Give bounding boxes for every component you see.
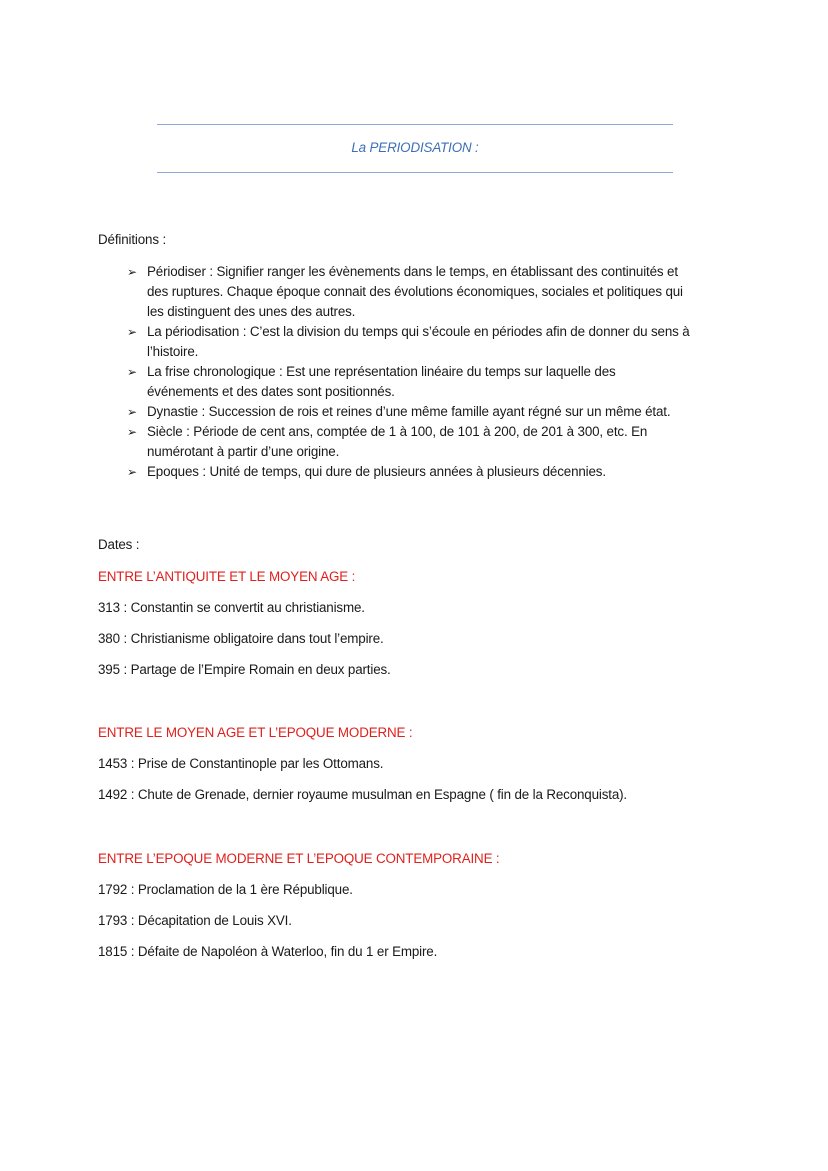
definition-line: des ruptures. Chaque époque connait des évolutions économiques, sociales et politiques qui: [147, 284, 683, 299]
date-entry: 1792 : Proclamation de la 1 ère République.: [98, 882, 353, 897]
definitions-list: [127, 262, 747, 482]
period-transition-heading: ENTRE L’ANTIQUITE ET LE MOYEN AGE :: [98, 569, 356, 584]
title-top-rule: [157, 124, 673, 125]
date-entry: 1815 : Défaite de Napoléon à Waterloo, fin du 1 er Empire.: [98, 944, 438, 959]
arrow-bullet-icon: ➢: [127, 405, 137, 419]
definition-line: La frise chronologique : Est une représentation linéaire du temps sur laquelle des: [147, 364, 616, 379]
definition-item: [127, 422, 747, 462]
arrow-bullet-icon: ➢: [127, 465, 137, 479]
dates-heading: Dates :: [98, 537, 140, 552]
definition-item: [127, 262, 747, 322]
definition-line: Périodiser : Signifier ranger les évènements dans le temps, en établissant des continuités et: [147, 264, 678, 279]
definition-line: événements et des dates sont positionnés.: [147, 384, 395, 399]
date-entry: 380 : Christianisme obligatoire dans tout l’empire.: [98, 631, 384, 646]
definitions-heading: Définitions :: [98, 232, 167, 247]
definition-line: numérotant à partir d’une origine.: [147, 444, 340, 459]
definition-line: Siècle : Période de cent ans, comptée de 1 à 100, de 101 à 200, de 201 à 300, etc. En: [147, 424, 648, 439]
period-transition-heading: ENTRE LE MOYEN AGE ET L’EPOQUE MODERNE :: [98, 725, 413, 740]
date-entry: 313 : Constantin se convertit au christianisme.: [98, 600, 365, 615]
definition-item: [127, 462, 747, 482]
definition-line: La périodisation : C’est la division du temps qui s’écoule en périodes afin de donner du sens à: [147, 324, 690, 339]
arrow-bullet-icon: ➢: [127, 365, 137, 379]
page-title: La PERIODISATION :: [351, 140, 479, 155]
date-entry: 1453 : Prise de Constantinople par les Ottomans.: [98, 756, 384, 771]
date-entry: 1793 : Décapitation de Louis XVI.: [98, 913, 292, 928]
arrow-bullet-icon: ➢: [127, 425, 137, 439]
date-entry: 1492 : Chute de Grenade, dernier royaume musulman en Espagne ( fin de la Reconquista).: [98, 787, 627, 802]
definition-item: [127, 362, 747, 402]
arrow-bullet-icon: ➢: [127, 265, 137, 279]
arrow-bullet-icon: ➢: [127, 325, 137, 339]
date-entry: 395 : Partage de l’Empire Romain en deux parties.: [98, 662, 391, 677]
definition-line: les distinguent des unes des autres.: [147, 304, 356, 319]
definition-line: Epoques : Unité de temps, qui dure de plusieurs années à plusieurs décennies.: [147, 464, 606, 479]
definition-line: l’histoire.: [147, 344, 199, 359]
definition-line: Dynastie : Succession de rois et reines d’une même famille ayant régné sur un même état.: [147, 404, 671, 419]
title-bottom-rule: [157, 172, 673, 173]
definition-item: [127, 322, 747, 362]
definition-item: [127, 402, 747, 422]
period-transition-heading: ENTRE L’EPOQUE MODERNE ET L’EPOQUE CONTEMPORAINE :: [98, 851, 500, 866]
